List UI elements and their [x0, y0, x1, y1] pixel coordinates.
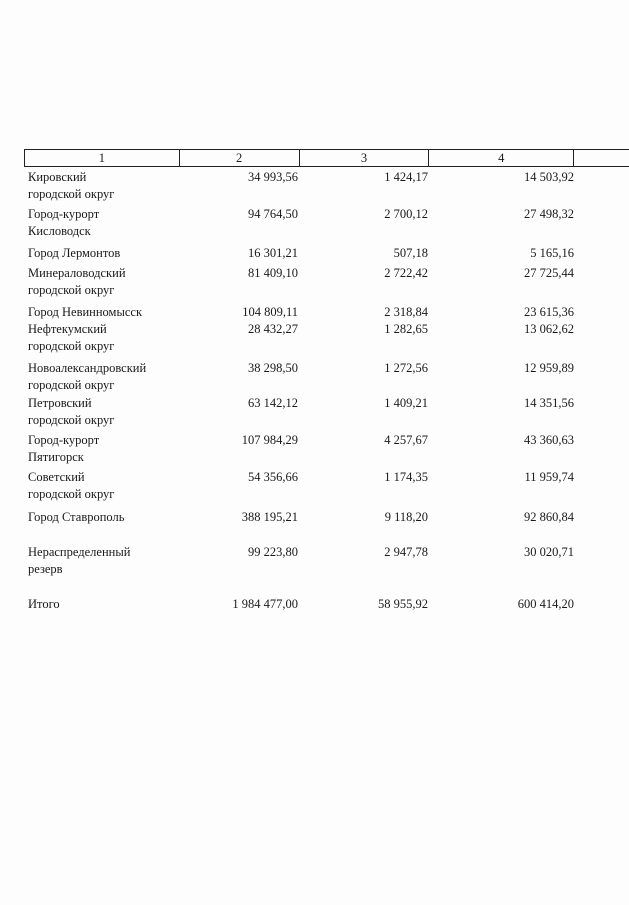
- row-value-col2: 54 356,66: [248, 470, 298, 484]
- header-cell-2: 2: [180, 150, 300, 166]
- header-cell-3: 3: [300, 150, 430, 166]
- row-value-col4: 27 498,32: [524, 207, 574, 221]
- row-value-col4: 600 414,20: [517, 597, 574, 611]
- row-name: Минераловодский городской округ: [28, 266, 126, 297]
- row-value-col4: 13 062,62: [524, 322, 574, 336]
- row-name: Город Лермонтов: [28, 246, 121, 260]
- row-value-col4: 30 020,71: [524, 545, 574, 559]
- row-value-col2: 34 993,56: [248, 170, 298, 184]
- row-value-col2: 63 142,12: [248, 396, 298, 410]
- row-value-col2: 99 223,80: [248, 545, 298, 559]
- row-value-col2: 104 809,11: [242, 305, 298, 319]
- row-value-col3: 2 947,78: [384, 545, 428, 559]
- row-value-col2: 38 298,50: [248, 361, 298, 375]
- row-value-col3: 1 272,56: [384, 361, 428, 375]
- row-name: Нераспределенный резерв: [28, 545, 131, 576]
- header-cell-5: [574, 150, 629, 166]
- row-name: Город-курорт Кисловодск: [28, 207, 100, 238]
- row-value-col3: 1 409,21: [384, 396, 428, 410]
- row-value-col4: 14 503,92: [524, 170, 574, 184]
- row-name: Петровский городской округ: [28, 396, 115, 427]
- row-value-col4: 11 959,74: [524, 470, 574, 484]
- row-value-col2: 94 764,50: [248, 207, 298, 221]
- row-value-col3: 507,18: [393, 246, 428, 260]
- row-name: Город Ставрополь: [28, 510, 125, 524]
- row-value-col3: 2 700,12: [384, 207, 428, 221]
- row-value-col4: 23 615,36: [524, 305, 574, 319]
- row-value-col2: 16 301,21: [248, 246, 298, 260]
- row-name: Нефтекумский городской округ: [28, 322, 115, 353]
- row-value-col2: 1 984 477,00: [232, 597, 298, 611]
- row-value-col4: 5 165,16: [530, 246, 574, 260]
- row-value-col3: 9 118,20: [384, 510, 428, 524]
- row-value-col3: 4 257,67: [384, 433, 428, 447]
- row-value-col4: 12 959,89: [524, 361, 574, 375]
- table-header-row: [24, 149, 629, 167]
- row-name: Кировский городской округ: [28, 170, 115, 201]
- row-value-col4: 43 360,63: [524, 433, 574, 447]
- row-value-col4: 14 351,56: [524, 396, 574, 410]
- row-value-col3: 1 282,65: [384, 322, 428, 336]
- row-name: Город-курорт Пятигорск: [28, 433, 100, 464]
- row-value-col4: 92 860,84: [524, 510, 574, 524]
- row-value-col2: 107 984,29: [241, 433, 298, 447]
- row-value-col3: 2 318,84: [384, 305, 428, 319]
- row-name: Новоалександровский городской округ: [28, 361, 147, 392]
- header-cell-4: 4: [429, 150, 574, 166]
- row-value-col3: 2 722,42: [384, 266, 428, 280]
- row-value-col2: 28 432,27: [248, 322, 298, 336]
- row-value-col4: 27 725,44: [524, 266, 574, 280]
- row-value-col3: 1 424,17: [384, 170, 428, 184]
- row-value-col2: 388 195,21: [241, 510, 298, 524]
- row-value-col3: 58 955,92: [378, 597, 428, 611]
- row-name: Город Невинномысск: [28, 305, 143, 319]
- header-cell-1: 1: [25, 150, 180, 166]
- row-name: Итого: [28, 597, 60, 611]
- row-name: Советский городской округ: [28, 470, 115, 501]
- row-value-col2: 81 409,10: [248, 266, 298, 280]
- row-value-col3: 1 174,35: [384, 470, 428, 484]
